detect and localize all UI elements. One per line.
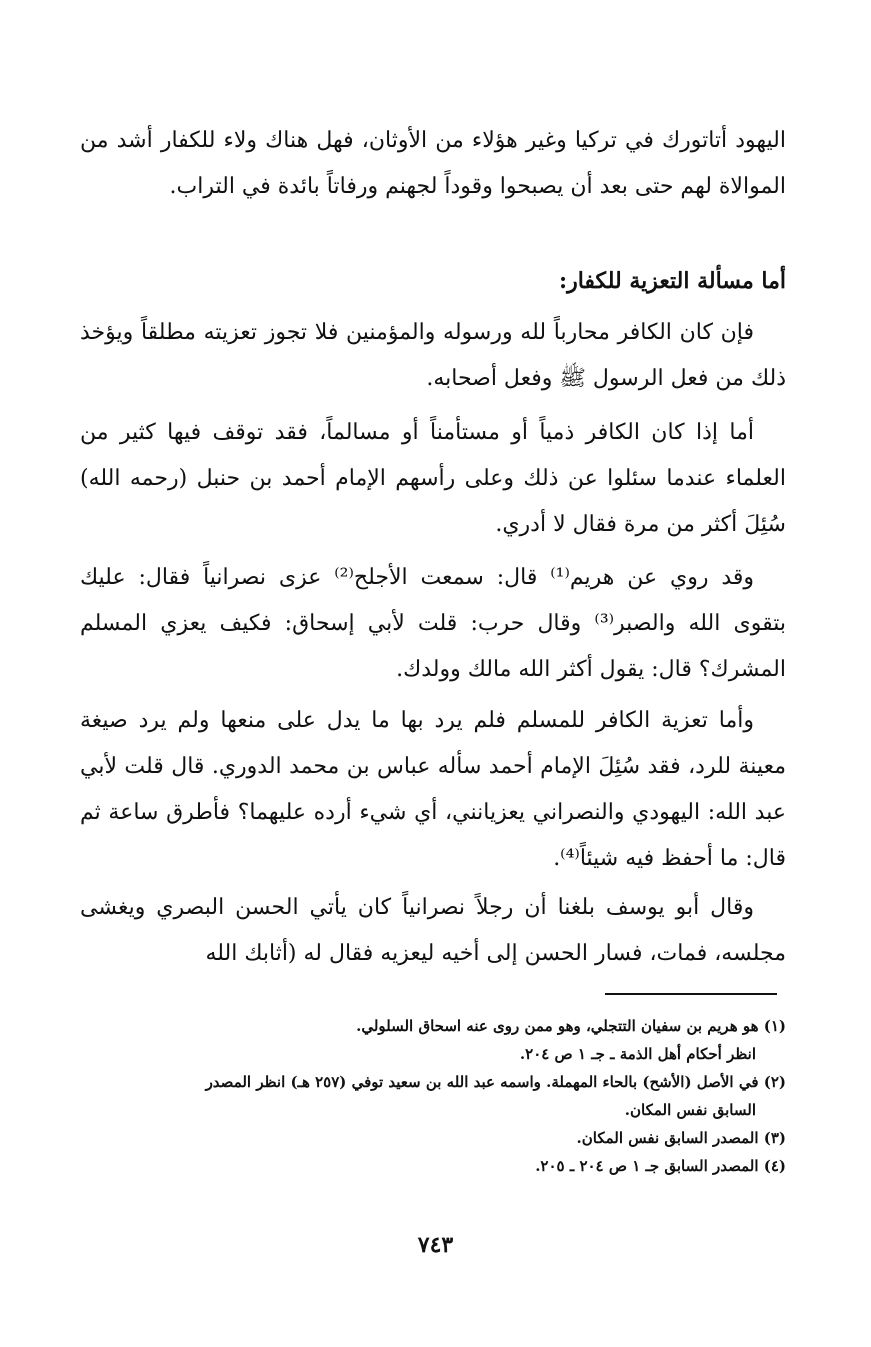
- footnote-2-continuation: السابق نفس المكان.: [624, 1101, 756, 1119]
- footnote-4: (٤) المصدر السابق جـ ١ ص ٢٠٤ ـ ٢٠٥.: [535, 1157, 786, 1175]
- paragraph-hostile-disbeliever: فإن كان الكافر محارباً لله ورسوله والمؤمنين فلا تجوز تعزيته مطلقاً ويؤخذ ذلك من فعل الرسول ﷺ وفعل أصحابه.: [80, 320, 786, 391]
- paragraph-disbeliever-condoling-muslim: وأما تعزية الكافر للمسلم فلم يرد بها ما يدل على منعها ولم يرد صيغة معينة للرد، فقد سُئِلَ الإمام أحمد سأله عباس بن محمد الدوري. قال قلت لأبي عبد الله: اليهودي والنصراني يعزيانني، أي شيء أرده عليهما؟ فأطرق ساعة ثم قال: ما أحفظ فيه شيئاً⁽⁴⁾.: [80, 708, 787, 871]
- section-heading: أما مسألة التعزية للكفار:: [558, 268, 786, 294]
- footnote-1-reference: انظر أحكام أهل الذمة ـ جـ ١ ص ٢٠٤.: [519, 1045, 756, 1063]
- paragraph-hurim-narration: وقد روي عن هريم⁽¹⁾ قال: سمعت الأجلح⁽²⁾ عزى نصرانياً فقال: عليك بتقوى الله والصبر⁽³⁾ وقال حرب: قلت لأبي إسحاق: فكيف يعزي المسلم المشرك؟ قال: يقول أكثر الله مالك وولدك.: [80, 565, 786, 682]
- footnote-1: (١) هو هريم بن سفيان التتجلي، وهو ممن روى عنه اسحاق السلولي.: [356, 1017, 786, 1035]
- paragraph-opening: اليهود أتاتورك في تركيا وغير هؤلاء من الأوثان، فهل هناك ولاء للكفار أشد من الموالاة لهم حتى بعد أن يصبحوا وقوداً لجهنم ورفاتاً بائدة في التراب.: [80, 128, 786, 199]
- footnote-2: (٢) في الأصل (الأشح) بالحاء المهملة. واسمه عبد الله بن سعيد توفي (٢٥٧ هـ) انظر المصدر: [205, 1073, 786, 1091]
- footnote-divider: [605, 993, 777, 995]
- page-number: ٧٤٣: [417, 1232, 454, 1258]
- paragraph-abu-yusuf: وقال أبو يوسف بلغنا أن رجلاً نصرانياً كان يأتي الحسن البصري ويغشى مجلسه، فمات، فسار الحسن إلى أخيه ليعزيه فقال له (أثابك الله: [80, 895, 786, 966]
- footnote-3: (٣) المصدر السابق نفس المكان.: [576, 1129, 786, 1147]
- paragraph-dhimmi-condolence: أما إذا كان الكافر ذمياً أو مستأمناً أو مسالماً، فقد توقف فيها كثير من العلماء عندما سئلوا عن ذلك وعلى رأسهم الإمام أحمد بن حنبل (رحمه الله) سُئِلَ أكثر من مرة فقال لا أدري.: [80, 420, 786, 537]
- footnotes: [80, 1012, 786, 1180]
